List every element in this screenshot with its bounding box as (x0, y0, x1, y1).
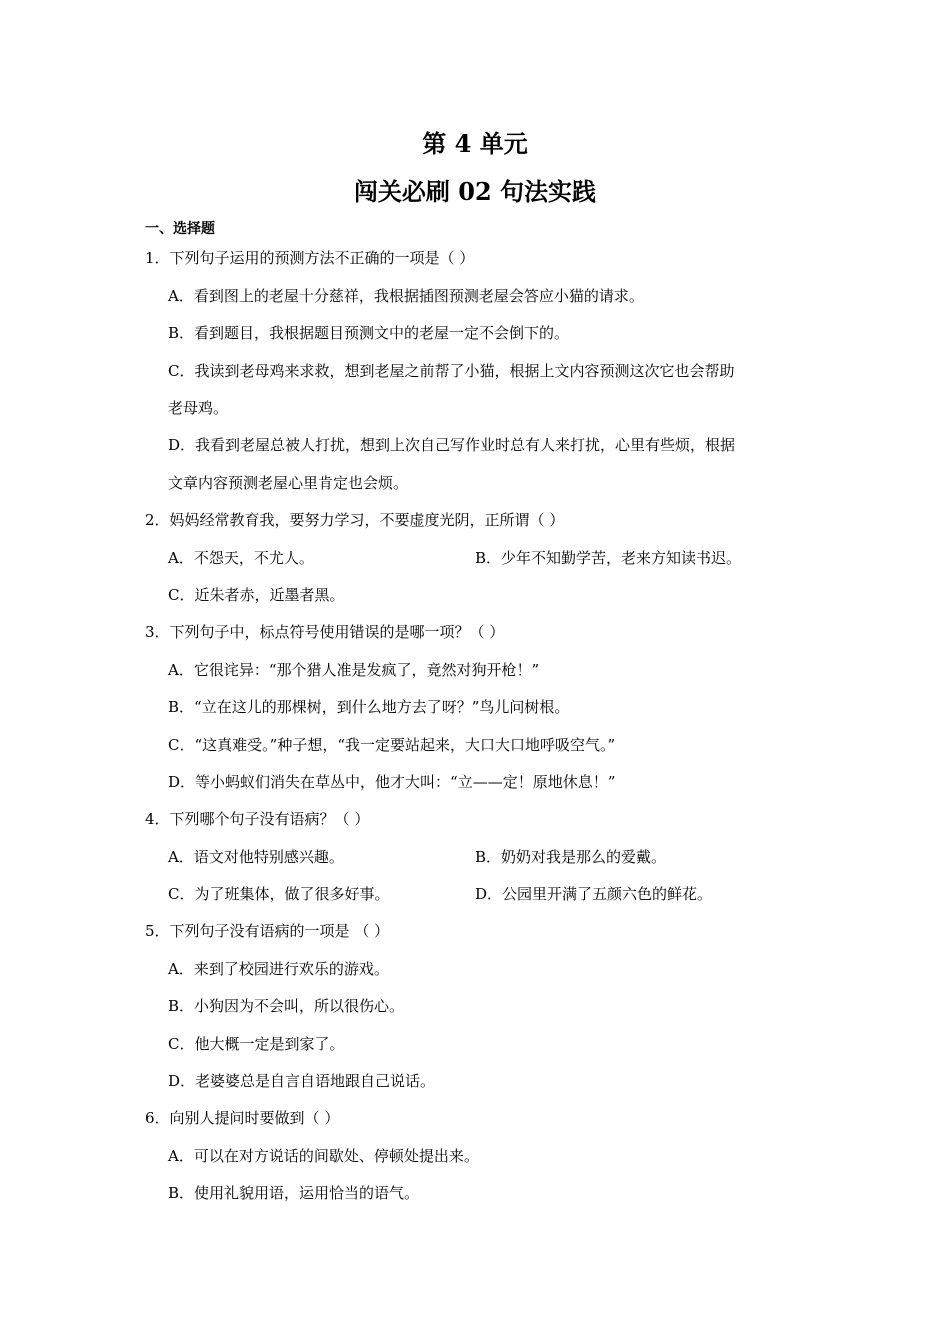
question-5-option-a: A．来到了校园进行欢乐的游戏。 (168, 960, 389, 978)
question-3-option-b: B．“立在这儿的那棵树，到什么地方去了呀？”鸟儿问树根。 (168, 698, 570, 716)
question-2-option-b: B．少年不知勤学苦，老来方知读书迟。 (475, 549, 742, 567)
question-4-option-d: D．公园里开满了五颜六色的鲜花。 (475, 885, 713, 903)
question-4-option-c: C．为了班集体，做了很多好事。 (168, 885, 390, 903)
question-1-option-d: D．我看到老屋总被人打扰，想到上次自己写作业时总有人来打扰，心里有些烦，根据 (168, 436, 736, 454)
question-1-option-a: A．看到图上的老屋十分慈祥，我根据插图预测老屋会答应小猫的请求。 (168, 287, 644, 305)
question-2-option-a: A．不怨天，不尤人。 (168, 549, 314, 567)
question-1-stem: 1．下列句子运用的预测方法不正确的一项是（ ） (145, 249, 475, 267)
question-1-option-b: B．看到题目，我根据题目预测文中的老屋一定不会倒下的。 (168, 324, 570, 342)
unit-title: 第 4 单元 (422, 129, 528, 158)
question-5-option-c: C．他大概一定是到家了。 (168, 1035, 345, 1053)
question-6-option-a: A．可以在对方说话的间歇处、停顿处提出来。 (168, 1147, 479, 1165)
question-1-option-d-cont: 文章内容预测老屋心里肯定也会烦。 (168, 474, 409, 492)
question-2-option-c: C．近朱者赤，近墨者黑。 (168, 586, 345, 604)
page-title: 闯关必刷 02 句法实践 (353, 177, 597, 206)
question-4-option-b: B．奶奶对我是那么的爱戴。 (475, 848, 667, 866)
question-3-option-a: A．它很诧异：“那个猎人准是发疯了，竟然对狗开枪！” (168, 661, 540, 679)
question-3-option-d: D．等小蚂蚁们消失在草丛中，他才大叫：“立——定！原地休息！” (168, 773, 616, 791)
section-heading: 一、选择题 (145, 221, 215, 237)
question-1-option-c: C．我读到老母鸡来求救，想到老屋之前帮了小猫，根据上文内容预测这次它也会帮助 (168, 362, 735, 380)
question-1-option-c-cont: 老母鸡。 (168, 399, 229, 417)
question-4-option-a: A．语文对他特别感兴趣。 (168, 848, 344, 866)
question-2-stem: 2．妈妈经常教育我，要努力学习，不要虚度光阴，正所谓（ ） (145, 511, 565, 529)
question-5-option-b: B．小狗因为不会叫，所以很伤心。 (168, 997, 405, 1015)
question-6-option-b: B．使用礼貌用语，运用恰当的语气。 (168, 1184, 420, 1202)
question-5-option-d: D．老婆婆总是自言自语地跟自己说话。 (168, 1072, 436, 1090)
question-5-stem: 5．下列句子没有语病的一项是 （ ） (145, 922, 390, 940)
question-4-stem: 4．下列哪个句子没有语病？（ ） (145, 810, 370, 828)
question-6-stem: 6．向别人提问时要做到（ ） (145, 1109, 340, 1127)
question-3-option-c: C．“这真难受。”种子想，“我一定要站起来，大口大口地呼吸空气。” (168, 736, 616, 754)
question-3-stem: 3．下列句子中，标点符号使用错误的是哪一项？（ ） (145, 623, 505, 641)
